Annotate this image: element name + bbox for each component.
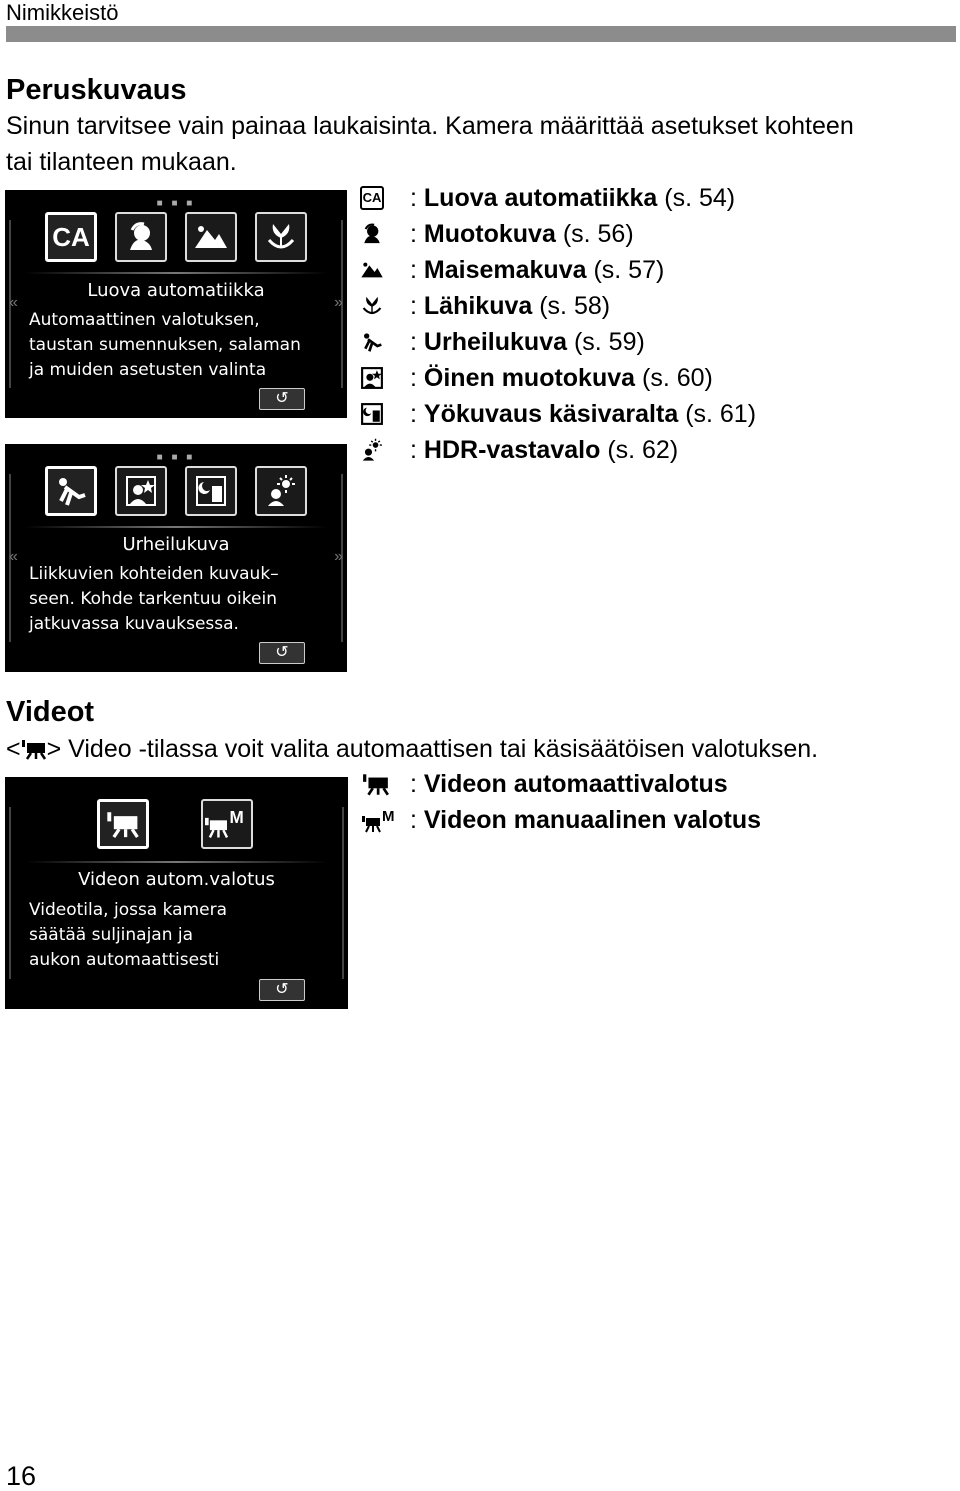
handheld-night-icon	[185, 466, 237, 516]
camera-screen-sports	[5, 444, 347, 672]
section-title-basic: Peruskuvaus	[6, 74, 187, 106]
creative-auto-icon: CA	[45, 212, 97, 262]
movie-manual-icon	[201, 799, 253, 849]
handheld-night-icon	[360, 402, 384, 426]
mode-icon-row	[45, 466, 307, 516]
screen-mode-description: Automaattinen valotuksen, taustan sumennuksen, salaman ja muiden asetusten valinta	[29, 310, 301, 380]
mode-icon-row	[45, 212, 307, 262]
movie-auto-icon	[360, 772, 392, 796]
chevron-right-icon: »	[334, 548, 343, 565]
mode-list-item: : Öinen muotokuva (s. 60)	[360, 360, 860, 396]
mode-icon-row	[97, 799, 253, 849]
mode-list-item: CA : Luova automatiikka (s. 54)	[360, 180, 860, 216]
movie-manual-icon	[360, 808, 400, 832]
page-dots: ■ ■ ■	[156, 452, 196, 463]
svg-text:M: M	[229, 808, 244, 827]
video-paragraph: < > Video -tilassa voit valita automaattisen tai käsisäätöisen valotuksen.	[6, 731, 818, 770]
screen-mode-title: Luova automatiikka	[87, 280, 265, 301]
chevron-left-icon: «	[9, 294, 18, 311]
basic-paragraph-line-1: Sinun tarvitsee vain painaa laukaisinta. Kamera määrittää asetukset kohteen	[6, 112, 854, 140]
mode-list-item: : Maisemakuva (s. 57)	[360, 252, 860, 288]
svg-text:M: M	[382, 808, 395, 825]
portrait-icon	[115, 212, 167, 262]
mode-list-item: : Yökuvaus käsivaralta (s. 61)	[360, 396, 860, 432]
chevron-left-icon: «	[9, 548, 18, 565]
mode-list-item: : Videon automaattivalotus	[360, 766, 860, 802]
camera-screen-movie-auto	[5, 777, 348, 1009]
camera-screen-creative-auto	[5, 190, 347, 418]
portrait-icon	[360, 222, 384, 246]
night-portrait-icon	[360, 366, 384, 390]
chapter-header-bar	[6, 26, 956, 42]
page-dots: ■ ■ ■	[156, 198, 196, 209]
sports-icon	[45, 466, 97, 516]
night-portrait-icon	[115, 466, 167, 516]
screen-mode-description: Liikkuvien kohteiden kuvauk– seen. Kohde tarkentuu oikein jatkuvassa kuvauksessa.	[29, 564, 279, 634]
sports-icon	[360, 330, 384, 354]
back-icon: ↺	[259, 979, 305, 1001]
basic-paragraph-line-2: tai tilanteen mukaan.	[6, 148, 237, 176]
mode-list-item: : Muotokuva (s. 56)	[360, 216, 860, 252]
mode-list-item: : Urheilukuva (s. 59)	[360, 324, 860, 360]
mode-list-item: : HDR-vastavalo (s. 62)	[360, 432, 860, 468]
mode-list-item: M : Videon manuaalinen valotus	[360, 802, 860, 838]
back-icon: ↺	[259, 388, 305, 410]
movie-icon	[21, 734, 47, 770]
landscape-icon	[360, 258, 384, 282]
screen-mode-description: Videotila, jossa kamera säätää suljinajan ja aukon automaattisesti	[29, 900, 228, 970]
back-icon: ↺	[259, 642, 305, 664]
page-number: 16	[6, 1461, 37, 1491]
landscape-icon	[185, 212, 237, 262]
macro-icon	[255, 212, 307, 262]
screen-mode-title: Videon autom.valotus	[78, 869, 275, 890]
macro-icon	[360, 294, 384, 318]
section-title-video: Videot	[6, 696, 95, 728]
hdr-backlight-icon	[360, 438, 384, 462]
screen-mode-title: Urheilukuva	[122, 534, 230, 555]
hdr-backlight-icon	[255, 466, 307, 516]
mode-list-item: : Lähikuva (s. 58)	[360, 288, 860, 324]
creative-auto-icon: CA	[360, 186, 384, 210]
chapter-header-label: Nimikkeistö	[6, 0, 119, 25]
movie-auto-icon	[97, 799, 149, 849]
chevron-right-icon: »	[334, 294, 343, 311]
